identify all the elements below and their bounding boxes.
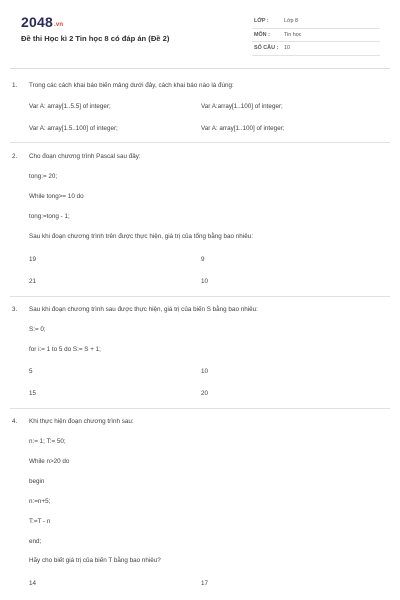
meta-value: 10 — [284, 45, 290, 51]
code-line: begin — [29, 478, 45, 485]
code-line: While n>20 do — [29, 458, 70, 465]
code-line: for i:= 1 to 5 do S:= S + 1; — [29, 346, 101, 353]
question-number: 4. — [12, 418, 18, 425]
meta-key: MÔN : — [254, 31, 270, 38]
meta-row-class — [252, 15, 380, 29]
answer-option-a[interactable]: 5 — [29, 368, 33, 375]
code-line: S:= 0; — [29, 326, 46, 333]
code-line: tong:=tong - 1; — [29, 213, 70, 220]
question-number: 1. — [12, 82, 18, 89]
answer-option-d[interactable]: 20 — [201, 390, 209, 397]
logo-text: 2048 — [21, 14, 53, 30]
site-logo[interactable] — [21, 14, 63, 30]
answer-option-b[interactable]: 10 — [201, 368, 209, 375]
code-line: n:= 1; T:= 50; — [29, 438, 66, 445]
meta-value: Tin học — [284, 31, 302, 38]
logo-suffix: .vn — [53, 22, 64, 28]
question-text: Cho đoạn chương trình Pascal sau đây: — [29, 153, 141, 160]
answer-option-a[interactable]: 14 — [29, 580, 37, 587]
meta-row-subject — [252, 29, 380, 43]
question-divider — [10, 296, 390, 297]
meta-value: Lớp 8 — [284, 18, 299, 24]
question-text: Khi thực hiện đoạn chương trình sau: — [29, 418, 134, 425]
header-divider — [10, 68, 390, 69]
answer-option-a[interactable]: 19 — [29, 256, 37, 263]
answer-option-c[interactable]: 15 — [29, 390, 37, 397]
code-line: end; — [29, 538, 42, 545]
answer-option-b[interactable]: Var A:array[1..100] of integer; — [201, 103, 283, 110]
question-text: Trong các cách khai báo biến mảng dưới đây, cách khai báo nào là đúng: — [29, 82, 234, 89]
exam-meta-table — [252, 15, 380, 56]
answer-option-a[interactable]: Var A: array[1..5.5] of integer; — [29, 103, 111, 110]
question-number: 2. — [12, 153, 18, 160]
question-prompt: Hãy cho biết giá trị của biến T bằng bao nhiêu? — [29, 557, 161, 564]
answer-option-b[interactable]: 17 — [201, 580, 209, 587]
question-text: Sau khi đoạn chương trình sau được thực hiện, giá trị của biến S bằng bao nhiêu: — [29, 306, 258, 313]
answer-option-b[interactable]: 9 — [201, 256, 205, 263]
question-divider — [10, 142, 390, 143]
question-number: 3. — [12, 306, 18, 313]
meta-row-count — [252, 42, 380, 56]
code-line: While tong>= 10 do — [29, 193, 84, 200]
answer-option-c[interactable]: Var A: array[1.5..100] of integer; — [29, 125, 118, 132]
page-title: Đề thi Học kì 2 Tin học 8 có đáp án (Đề 2) — [21, 34, 170, 43]
code-line: T:=T - n — [29, 518, 51, 525]
meta-key: SỐ CÂU : — [254, 45, 279, 51]
code-line: tong:= 20; — [29, 173, 58, 180]
code-line: n:=n+5; — [29, 498, 51, 505]
answer-option-d[interactable]: Var A: array[1..100] of integer; — [201, 125, 285, 132]
answer-option-d[interactable]: 10 — [201, 278, 209, 285]
meta-key: LỚP : — [254, 18, 269, 24]
question-divider — [10, 408, 390, 409]
answer-option-c[interactable]: 21 — [29, 278, 37, 285]
question-prompt: Sau khi đoạn chương trình trên được thực hiện, giá trị của tổng bằng bao nhiêu: — [29, 233, 253, 240]
